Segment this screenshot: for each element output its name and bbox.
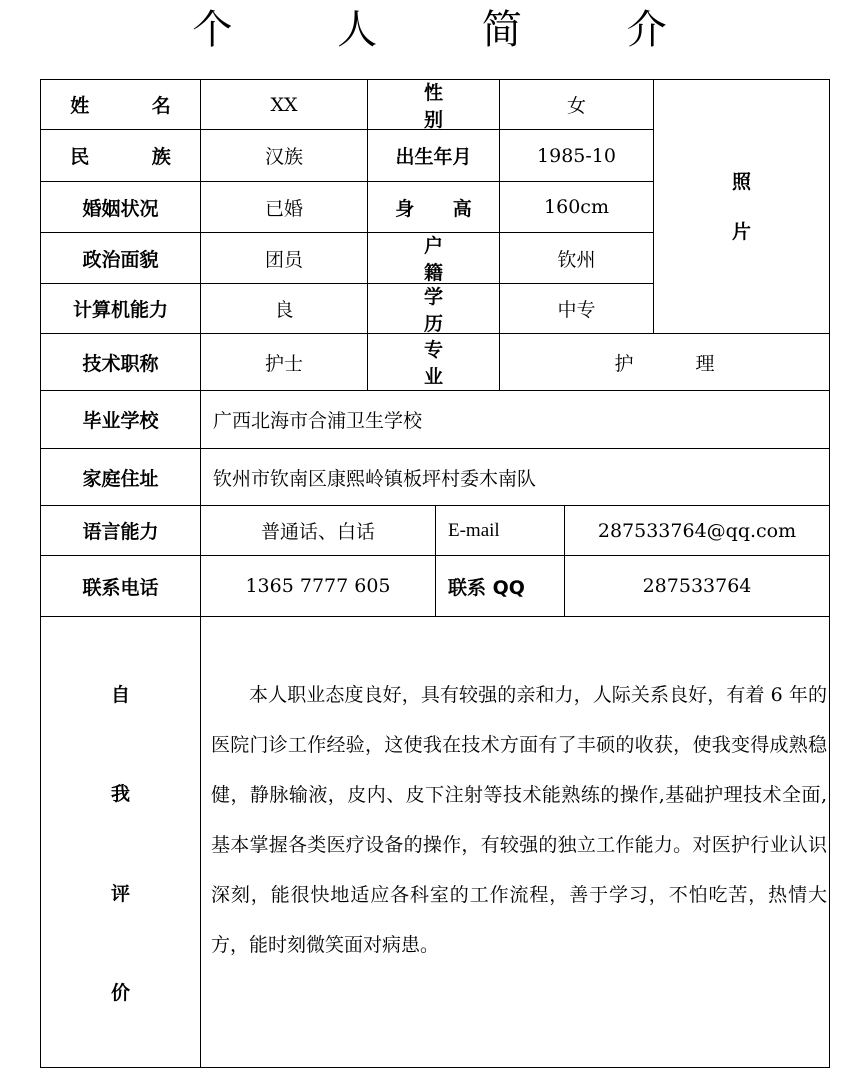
computer-label: 计算机能力 xyxy=(41,284,201,334)
self-eval-paragraph: 本人职业态度良好，具有较强的亲和力，人际关系良好，有着 6 年的医院门诊工作经验，这使我在技术方面有了丰硕的收获，使我变得成熟稳健，静脉输液，皮内、皮下注射等技术能熟练的操作,基础护理技术全面,基本掌握各类医疗设备的操作，有较强的独立工作能力。对医护行业认识深刻，能很快地适应各科室的工作流程，善于学习，不怕吃苦，热情大方，能时刻微笑面对病患。 xyxy=(211,684,827,956)
self-eval-char-2: 我 xyxy=(110,783,130,806)
email-label: E-mail xyxy=(436,506,565,556)
education-label: 学 历 xyxy=(368,284,500,334)
ethnicity-label: 民 族 xyxy=(41,130,201,182)
self-eval-label xyxy=(41,617,201,1067)
qq-value: 287533764 xyxy=(565,556,829,617)
resume-table xyxy=(40,79,830,1068)
language-value: 普通话、白话 xyxy=(201,506,436,556)
self-eval-char-3: 评 xyxy=(110,882,130,905)
tech-title-value: 护士 xyxy=(201,334,368,391)
school-value: 广西北海市合浦卫生学校 xyxy=(201,391,829,449)
photo-label-1: 照 xyxy=(731,170,751,193)
phone-value: 1365 7777 605 xyxy=(201,556,436,617)
photo-placeholder xyxy=(654,80,829,334)
email-value[interactable]: 287533764@qq.com xyxy=(565,506,829,556)
qq-label: 联系 QQ xyxy=(436,556,565,617)
marital-label: 婚姻状况 xyxy=(41,182,201,233)
height-label: 身 高 xyxy=(368,182,500,233)
self-eval-char-4: 价 xyxy=(110,981,130,1004)
school-label: 毕业学校 xyxy=(41,391,201,449)
hukou-label: 户 籍 xyxy=(368,233,500,284)
political-label: 政治面貌 xyxy=(41,233,201,284)
political-value: 团员 xyxy=(201,233,368,284)
page-title: 个 人 简 介 xyxy=(192,7,713,53)
name-label: 姓 名 xyxy=(41,80,201,130)
self-eval-char-1: 自 xyxy=(110,684,130,706)
height-value: 160cm xyxy=(500,182,654,233)
gender-label: 性 别 xyxy=(368,80,500,130)
education-value: 中专 xyxy=(500,284,654,334)
birth-label: 出生年月 xyxy=(368,130,500,182)
major-label: 专 业 xyxy=(368,334,500,391)
photo-label-2: 片 xyxy=(731,220,751,243)
address-value: 钦州市钦南区康熙岭镇板坪村委木南队 xyxy=(201,449,829,506)
computer-value: 良 xyxy=(201,284,368,334)
address-label: 家庭住址 xyxy=(41,449,201,506)
gender-value: 女 xyxy=(500,80,654,130)
birth-value: 1985-10 xyxy=(500,130,654,182)
name-value: XX xyxy=(201,80,368,130)
phone-label: 联系电话 xyxy=(41,556,201,617)
marital-value: 已婚 xyxy=(201,182,368,233)
tech-title-label: 技术职称 xyxy=(41,334,201,391)
language-label: 语言能力 xyxy=(41,506,201,556)
ethnicity-value: 汉族 xyxy=(201,130,368,182)
major-value: 护 理 xyxy=(500,334,829,391)
hukou-value: 钦州 xyxy=(500,233,654,284)
self-eval-text xyxy=(201,670,829,1050)
